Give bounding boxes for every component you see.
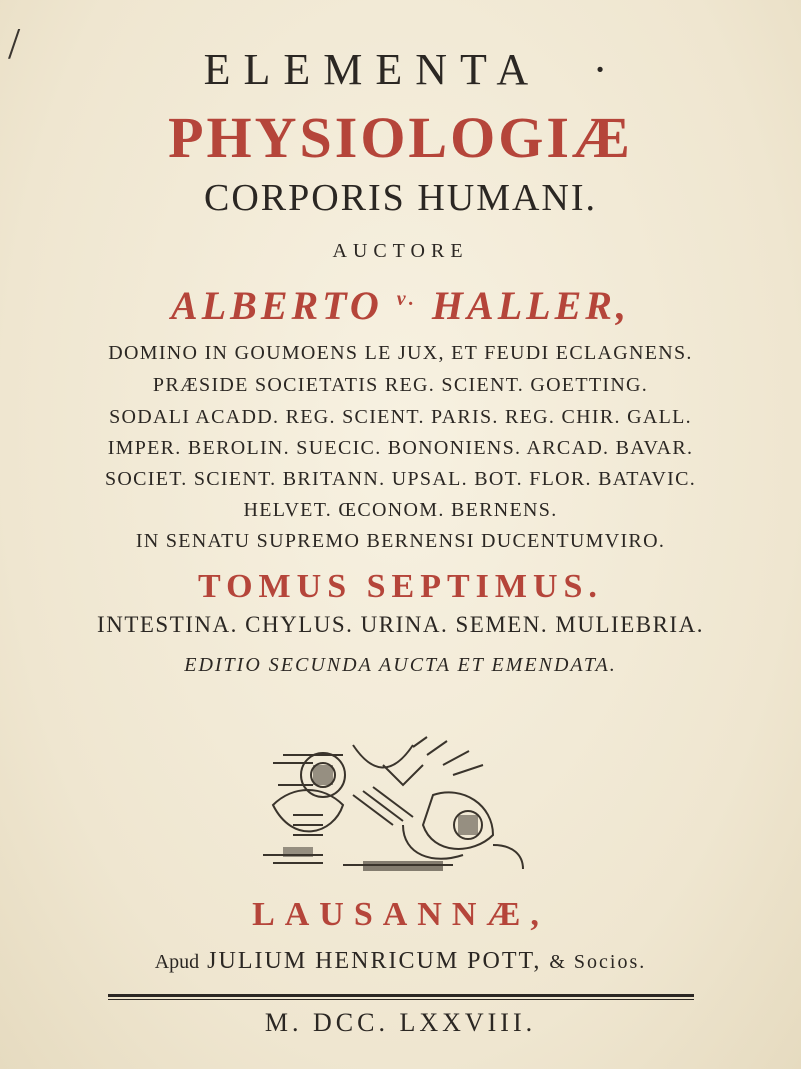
imprint-rule (108, 994, 694, 1000)
author-title-line: DOMINO IN GOUMOENS LE JUX, ET FEUDI ECLAGNENS. (108, 342, 693, 364)
edition-line: EDITIO SECUNDA AUCTA ET EMENDATA. (184, 654, 617, 676)
contents-line: INTESTINA. CHYLUS. URINA. SEMEN. MULIEBRIA. (97, 612, 704, 637)
title-line-1 (0, 44, 801, 95)
title-corporis-humani: CORPORIS HUMANI. (203, 177, 598, 219)
imprint-place: LAUSANNÆ, (252, 896, 549, 933)
auctore-label: AUCTORE (332, 240, 469, 262)
volume-label: TOMUS SEPTIMUS. (198, 568, 603, 605)
stray-mark: / (8, 19, 21, 68)
author-title-line: IN SENATU SUPREMO BERNENSI DUCENTUMVIRO. (135, 530, 666, 552)
author-title-line: SODALI ACADD. REG. SCIENT. PARIS. REG. CHIR. GALL. (109, 406, 692, 428)
imprint-year: M. DCC. LXXVIII. (264, 1008, 537, 1037)
title-line-1-mark: · (592, 45, 608, 94)
author-title-line: IMPER. BEROLIN. SUECIC. BONONIENS. ARCAD. BAVAR. (107, 437, 694, 459)
printers-ornament-icon (253, 735, 548, 887)
publisher-name: JULIUM HENRICUM POTT, (207, 948, 542, 974)
author-von: v. (396, 288, 418, 310)
author-last-name: HALLER, (431, 283, 630, 328)
publisher-socios: & Socios. (549, 951, 647, 973)
author-title-line: HELVET. ŒCONOM. BERNENS. (243, 499, 558, 521)
author-name (0, 282, 801, 329)
publisher-apud: Apud (154, 951, 200, 973)
title-elementa: ELEMENTA (203, 45, 539, 94)
imprint-publisher (0, 948, 801, 975)
author-first-name: ALBERTO (171, 283, 383, 328)
author-title-line: SOCIET. SCIENT. BRITANN. UPSAL. BOT. FLOR. BATAVIC. (104, 468, 697, 490)
title-physiologiae: PHYSIOLOGIÆ (168, 105, 633, 170)
author-title-line: PRÆSIDE SOCIETATIS REG. SCIENT. GOETTING. (152, 374, 649, 396)
